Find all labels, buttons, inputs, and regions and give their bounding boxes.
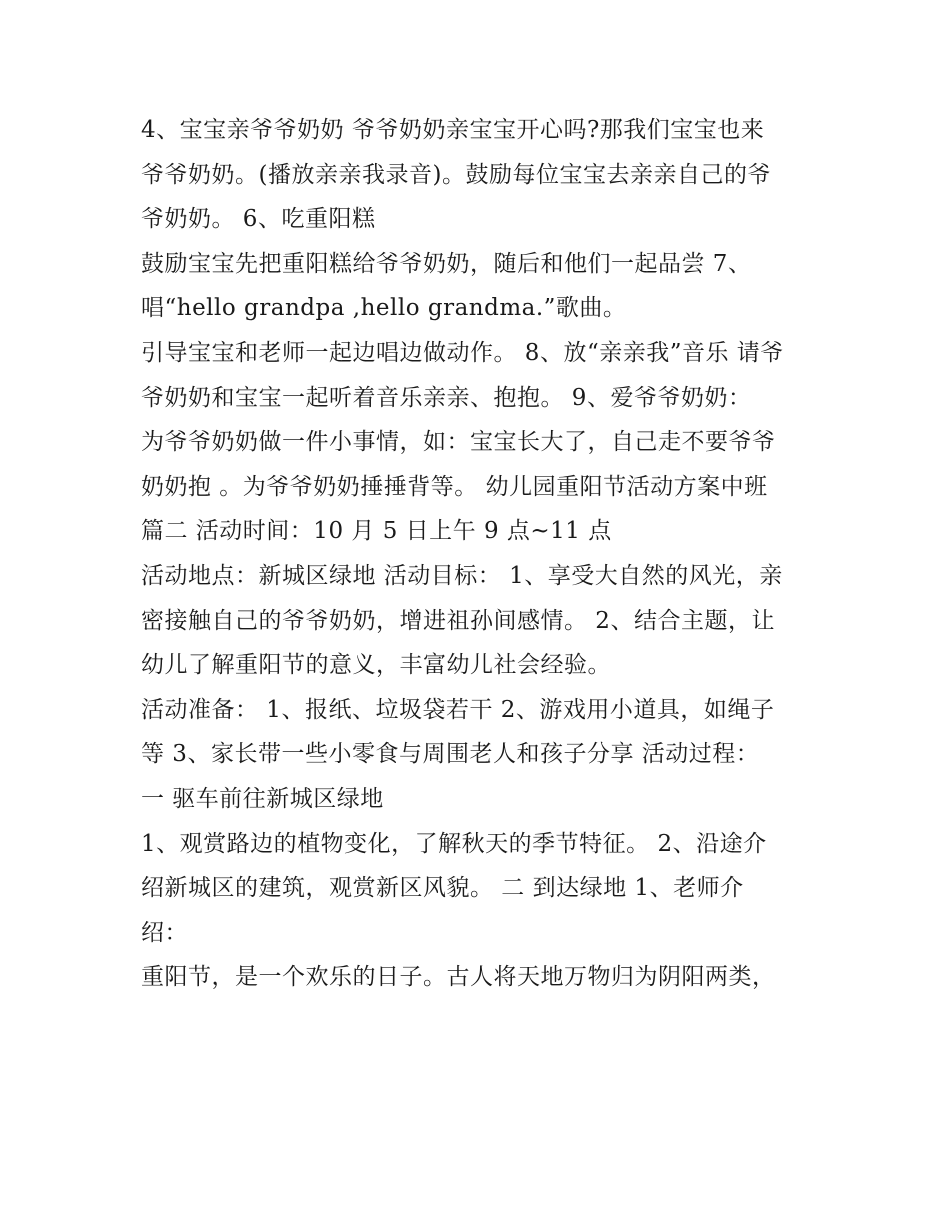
text-line: 4、宝宝亲爷爷奶奶 爷爷奶奶亲宝宝开心吗?那我们宝宝也来 — [141, 117, 765, 143]
text-line: 爷奶奶和宝宝一起听着音乐亲亲、抱抱。 9、爱爷爷奶奶： — [141, 384, 752, 411]
text-line: 重阳节，是一个欢乐的日子。古人将天地万物归为阴阳两类， — [141, 964, 776, 991]
text-line: 爷奶奶。 6、吃重阳糕 — [141, 206, 376, 233]
text-line: 1、观赏路边的植物变化，了解秋天的季节特征。 2、沿途介 — [141, 830, 767, 857]
text-line: 唱“hello grandpa ,hello grandma.”歌曲。 — [141, 295, 627, 322]
text-line: 鼓励宝宝先把重阳糕给爷爷奶奶，随后和他们一起品尝 7、 — [141, 250, 752, 277]
text-line: 活动准备： 1、报纸、垃圾袋若干 2、游戏用小道具，如绳子 — [141, 696, 775, 723]
document-body — [141, 108, 841, 1000]
text-line: 一 驱车前往新城区绿地 — [141, 785, 384, 812]
text-line: 绍： — [141, 919, 188, 946]
text-line: 奶奶抱 。为爷爷奶奶捶捶背等。 幼儿园重阳节活动方案中班 — [141, 473, 768, 500]
text-line: 绍新城区的建筑，观赏新区风貌。 二 到达绿地 1、老师介 — [141, 875, 744, 902]
text-line: 活动地点：新城区绿地 活动目标： 1、享受大自然的风光，亲 — [141, 562, 783, 589]
text-line: 等 3、家长带一些小零食与周围老人和孩子分享 活动过程： — [141, 741, 760, 768]
text-line: 为爷爷奶奶做一件小事情，如：宝宝长大了，自己走不要爷爷 — [141, 429, 776, 456]
text-line: 密接触自己的爷爷奶奶，增进祖孙间感情。 2、结合主题，让 — [141, 607, 775, 634]
text-line: 篇二 活动时间：10 月 5 日上午 9 点~11 点 — [141, 518, 612, 545]
text-line: 爷爷奶奶。(播放亲亲我录音)。鼓励每位宝宝去亲亲自己的爷 — [141, 161, 771, 188]
text-line: 引导宝宝和老师一起边唱边做动作。 8、放“亲亲我”音乐 请爷 — [141, 339, 784, 366]
text-line: 幼儿了解重阳节的意义，丰富幼儿社会经验。 — [141, 652, 611, 679]
